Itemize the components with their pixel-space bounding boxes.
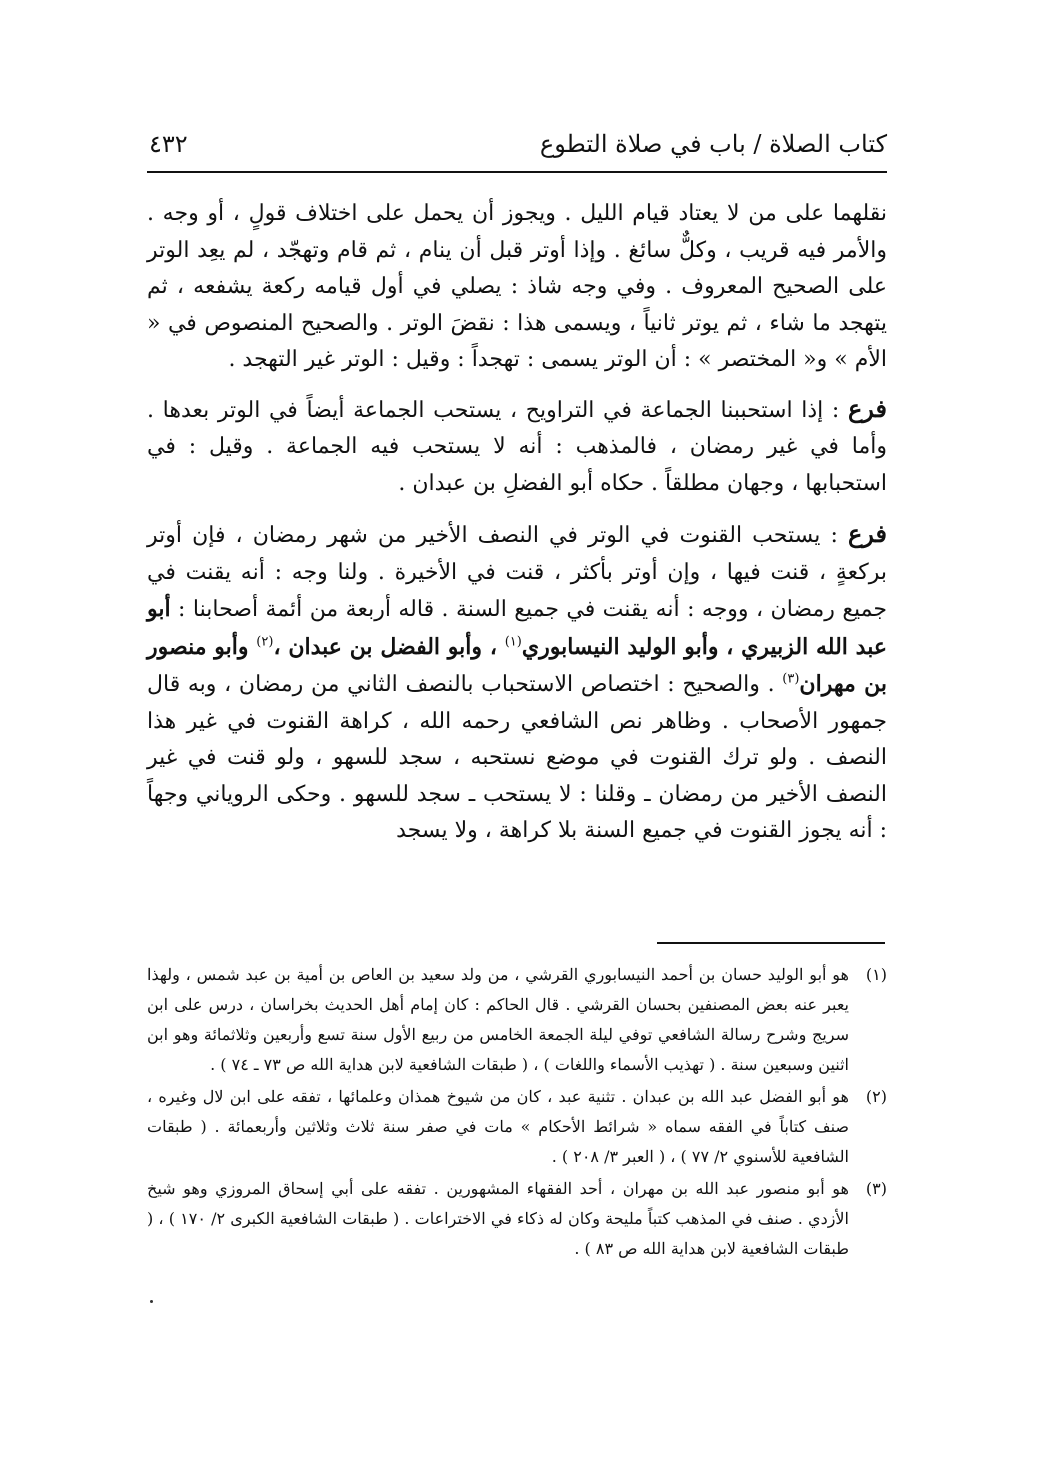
- footnote-1: [147, 960, 887, 1080]
- paragraph-3-text-b: . والصحيح : اختصاص الاستحباب بالنصف الثاني من رمضان ، وبه قال جمهور الأصحاب . وظاهر نص الشافعي رحمه الله ، كراهة القنوت في غير هذا النصف . ولو ترك القنوت في موضع نستحبه ، سجد للسهو ، ولو قنت في غير النصف الأخير من رمضان ـ وقلنا : لا يستحب ـ سجد للسهو . وحكى الروياني وجهاً : أنه يجوز القنوت في جميع السنة بلا كراهة ، ولا يسجد: [147, 672, 887, 843]
- paragraph-2: [147, 391, 887, 503]
- footnote-ref-3[interactable]: (٣): [782, 671, 800, 687]
- page-header: [147, 126, 887, 170]
- header-divider: [147, 171, 887, 173]
- footnote-number: (٣): [865, 1179, 887, 1198]
- footnote-2: [147, 1082, 887, 1172]
- footnote-ref-1[interactable]: (١): [504, 634, 522, 650]
- footnote-text: هو أبو منصور عبد الله بن مهران ، أحد الفقهاء المشهورين . تفقه على أبي إسحاق المروزي وهو شيخ الأزدي . صنف في المذهب كتباً مليحة وكان له ذكاء في الاختراعات . ( طبقات الشافعية الكبرى ٢/ ١٧٠ ) ، ( طبقات الشافعية لابن هداية الله ص ٨٣ ) .: [147, 1179, 850, 1258]
- scholar-name-3: وأبو منصور بن مهران: [147, 633, 887, 697]
- footnote-number: (٢): [865, 1087, 887, 1106]
- running-title: كتاب الصلاة / باب في صلاة التطوع: [539, 130, 887, 158]
- footnote-3: [147, 1174, 887, 1264]
- footnote-divider: [657, 942, 885, 944]
- footnotes: [147, 960, 887, 1266]
- scan-speck: [150, 1300, 153, 1303]
- scholar-names-1: أبو عبد الله الزبيري ، وأبو الوليد النيسابوري: [147, 596, 887, 660]
- paragraph-3: [147, 516, 887, 850]
- paragraph-2-text: : إذا استحببنا الجماعة في التراويح ، يستحب الجماعة أيضاً في الوتر بعدها . وأما في غير رمضان ، فالمذهب : أنه لا يستحب فيه الجماعة . وقيل : في استحبابها ، وجهان مطلقاً . حكاه أبو الفضلِ بن عبدان .: [147, 397, 887, 496]
- scholar-name-2: وأبو الفضل بن عبدان ،: [273, 633, 483, 660]
- page-number: ٤٣٢: [149, 130, 188, 158]
- section-label-far3: فرع: [847, 519, 887, 548]
- footnote-text: هو أبو الوليد حسان بن أحمد النيسابوري القرشي ، من ولد سعيد بن العاص بن أمية بن عبد شمس ، ولهذا يعبر عنه بعض المصنفين بحسان القرشي . قال الحاكم : كان إمام أهل الحديث بخراسان ، درس على ابن سريج وشرح رسالة الشافعي توفي ليلة الجمعة الخامس من ربيع الأول سنة تسع وأربعين وثلاثمائة وهو ابن اثنين وسبعين سنة . ( تهذيب الأسماء واللغات ) ، ( طبقات الشافعية لابن هداية الله ص ٧٣ ـ ٧٤ ) .: [147, 965, 849, 1074]
- paragraph-1: نقلهما على من لا يعتاد قيام الليل . ويجوز أن يحمل على اختلاف قولٍ ، أو وجه . والأمر فيه قريب ، وكلٌّ سائغ . وإذا أوتر قبل أن ينام ، ثم قام وتهجّد ، لم يعِد الوتر على الصحيح المعروف . وفي وجه شاذ : يصلي في أول قيامه ركعة يشفعه ، ثم يتهجد ما شاء ، ثم يوتر ثانياً ، ويسمى هذا : نقضَ الوتر . والصحيح المنصوص في « الأم » و« المختصر » : أن الوتر يسمى : تهجداً : وقيل : الوتر غير التهجد .: [147, 201, 887, 372]
- main-text: [147, 196, 887, 864]
- name-separator: ،: [482, 633, 505, 660]
- footnote-number: (١): [865, 965, 887, 984]
- paragraph-3-text-a: : يستحب القنوت في الوتر في النصف الأخير من شهر رمضان ، فإن أوتر بركعةٍ ، قنت فيها ، وإن أوتر بأكثر ، قنت في الأخيرة . ولنا وجه : أنه يقنت في جميع رمضان ، ووجه : أنه يقنت في جميع السنة . قاله أربعة من أئمة أصحابنا :: [147, 523, 887, 622]
- footnote-text: هو أبو الفضل عبد الله بن عبدان . تثنية عبد ، كان من شيوخ همذان وعلمائها ، تفقه على ابن لال وغيره ، صنف كتاباً في الفقه سماه « شرائط الأحكام » مات في صفر سنة ثلاث وثلاثين وأربعمائة . ( طبقات الشافعية للأسنوي ٢/ ٧٧ ) ، ( العبر ٣/ ٢٠٨ ) .: [147, 1087, 849, 1166]
- section-label-far3: فرع: [847, 393, 887, 423]
- footnote-ref-2[interactable]: (٢): [256, 634, 274, 650]
